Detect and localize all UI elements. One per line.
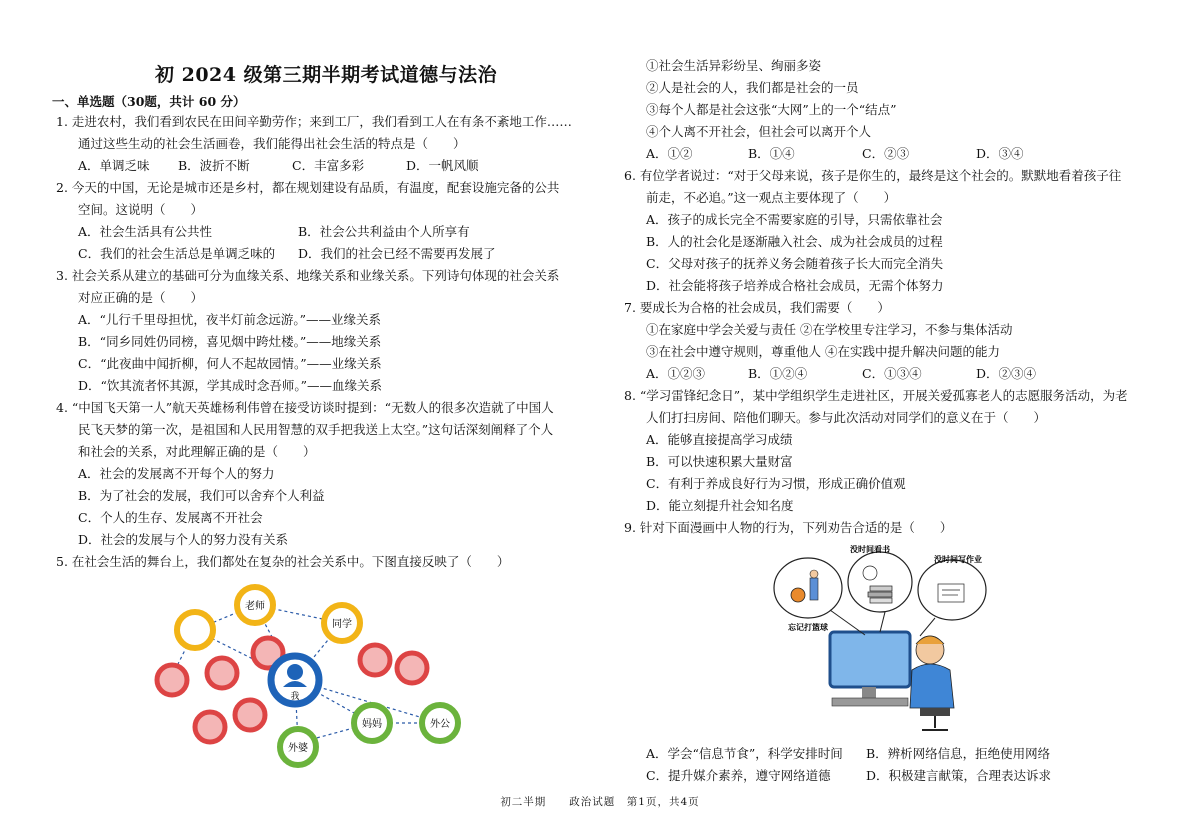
q5-option-b[interactable]: B．①④ [748, 146, 795, 161]
q5-stem-line1: 5. 在社会生活的舞台上，我们都处在复杂的社会关系中。下图直接反映了（ ） [56, 554, 510, 569]
q3-stem-line1: 3. 社会关系从建立的基础可分为血缘关系、地缘关系和业缘关系。下列诗句体现的社会关系 [56, 268, 560, 283]
q5-statement-1: ①社会生活异彩纷呈、绚丽多姿 [646, 58, 822, 73]
node-empty-yellow [177, 612, 213, 648]
q5-statement-4: ④个人离不开社会，但社会可以离开个人 [646, 124, 872, 139]
q1-stem-line2: 通过这些生动的社会生活画卷，我们能得出社会生活的特点是（ ） [78, 136, 466, 151]
q8-option-d[interactable]: D．能立刻提升社会知名度 [646, 498, 794, 513]
q2-stem-line1: 2. 今天的中国，无论是城市还是乡村，都在规划建设有品质，有温度，配套设施完备的公共 [56, 180, 560, 195]
q2-option-c[interactable]: C．我们的社会生活总是单调乏味的 [78, 246, 276, 261]
node-label-grandma: 外婆 [288, 743, 308, 754]
q4-option-a[interactable]: A．社会的发展离不开每个人的努力 [78, 466, 275, 481]
page-title: 初 2024 级第三期半期考试道德与法治 [155, 64, 498, 86]
q3-option-b[interactable]: B．“同乡同姓仍同榜，喜见烟中跨灶楼。”——地缘关系 [78, 334, 382, 349]
q3-option-c[interactable]: C．“此夜曲中闻折柳，何人不起故园情。”——业缘关系 [78, 356, 382, 371]
page-footer: 初二半期 政治试题 第1页，共4页 [500, 796, 700, 808]
node-grandma [280, 729, 316, 765]
q4-stem-line3: 和社会的关系，对此理解正确的是（ ） [78, 444, 316, 459]
q7-option-c[interactable]: C．①③④ [862, 366, 922, 381]
cartoon-illustration [770, 540, 1000, 735]
q2-option-b[interactable]: B．社会公共利益由个人所享有 [298, 224, 470, 239]
bubble-label-no-time-homework: 没时间写作业 [934, 555, 982, 564]
q4-option-c[interactable]: C．个人的生存、发展离不开社会 [78, 510, 263, 525]
q4-option-b[interactable]: B．为了社会的发展，我们可以舍弃个人利益 [78, 488, 325, 503]
q8-stem-line1: 8. “学习雷锋纪念日”，某中学组织学生走进社区，开展关爱孤寡老人的志愿服务活动，为老 [624, 388, 1128, 403]
q9-option-a[interactable]: A．学会“信息节食”，科学安排时间 [646, 746, 843, 761]
q1-stem-line1: 1. 走进农村，我们看到农民在田间辛勤劳作；来到工厂，我们看到工人在有条不紊地工作…… [56, 114, 572, 129]
q3-stem-line2: 对应正确的是（ ） [78, 290, 204, 305]
social-network-diagram [150, 575, 470, 785]
node-label-teacher: 老师 [245, 601, 265, 612]
q7-stem-line1: 7. 要成长为合格的社会成员，我们需要（ ） [624, 300, 890, 315]
q8-option-b[interactable]: B．可以快速积累大量财富 [646, 454, 793, 469]
q7-option-b[interactable]: B．①②④ [748, 366, 808, 381]
q8-stem-line2: 人们打扫房间、陪他们聊天。参与此次活动对同学们的意义在于（ ） [646, 410, 1047, 425]
q5-statement-3: ③每个人都是社会这张“大网”上的一个“结点” [646, 102, 897, 117]
node-label-classmate: 同学 [332, 619, 352, 630]
q6-option-d[interactable]: D．社会能将孩子培养成合格社会成员，无需个体努力 [646, 278, 944, 293]
q7-statements-2: ③在社会中遵守规则，尊重他人 ④在实践中提升解决问题的能力 [646, 344, 1000, 359]
q6-option-a[interactable]: A．孩子的成长完全不需要家庭的引导，只需依靠社会 [646, 212, 943, 227]
q6-stem-line1: 6. 有位学者说过：“对于父母来说，孩子是你生的，最终是这个社会的。默默地看着孩子往 [624, 168, 1122, 183]
q2-option-d[interactable]: D．我们的社会已经不需要再发展了 [298, 246, 496, 261]
q6-option-c[interactable]: C．父母对孩子的抚养义务会随着孩子长大而完全消失 [646, 256, 944, 271]
q4-stem-line2: 民飞天梦的第一次，是祖国和人民用智慧的双手把我送上太空。”这句话深刻阐释了个人 [78, 422, 554, 437]
q1-option-b[interactable]: B．波折不断 [178, 158, 250, 173]
node-label-me: 我 [290, 692, 300, 702]
node-mom [354, 705, 390, 741]
node-label-mom: 妈妈 [362, 719, 382, 730]
q3-option-a[interactable]: A．“儿行千里母担忧，夜半灯前念远游。”——业缘关系 [78, 312, 382, 327]
q4-stem-line1: 4. “中国飞天第一人”航天英雄杨利伟曾在接受访谈时提到：“无数人的很多次造就了中国人 [56, 400, 554, 415]
q2-option-a[interactable]: A．社会生活具有公共性 [78, 224, 213, 239]
q5-option-d[interactable]: D．③④ [976, 146, 1024, 161]
node-center-me [271, 656, 319, 704]
q4-option-d[interactable]: D．社会的发展与个人的努力没有关系 [78, 532, 289, 547]
node-classmate [324, 605, 360, 641]
bubble-label-no-time-read: 没时间看书 [850, 545, 890, 554]
q2-stem-line2: 空间。这说明（ ） [78, 202, 204, 217]
person-at-computer-icon [910, 636, 954, 730]
q7-option-d[interactable]: D．②③④ [976, 366, 1037, 381]
q9-option-d[interactable]: D．积极建言献策，合理表达诉求 [866, 768, 1052, 783]
bubble-label-forgot-basketball: 忘记打篮球 [788, 623, 828, 632]
node-grandpa [422, 705, 458, 741]
computer-monitor-icon [830, 632, 910, 706]
q8-option-c[interactable]: C．有利于养成良好行为习惯，形成正确价值观 [646, 476, 906, 491]
section-heading: 一、单选题（30题，共计 60 分） [52, 94, 246, 109]
q5-statement-2: ②人是社会的人，我们都是社会的一员 [646, 80, 859, 95]
q1-option-c[interactable]: C．丰富多彩 [292, 158, 365, 173]
q5-option-c[interactable]: C．②③ [862, 146, 910, 161]
q8-option-a[interactable]: A．能够直接提高学习成绩 [646, 432, 793, 447]
homework-icon [938, 584, 964, 602]
q1-option-d[interactable]: D．一帆风顺 [406, 158, 479, 173]
q9-option-b[interactable]: B．辨析网络信息，拒绝使用网络 [866, 746, 1051, 761]
q7-statements-1: ①在家庭中学会关爱与责任 ②在学校里专注学习，不参与集体活动 [646, 322, 1013, 337]
q1-option-a[interactable]: A．单调乏味 [78, 158, 150, 173]
node-label-grandpa: 外公 [430, 719, 450, 730]
q3-option-d[interactable]: D．“饮其流者怀其源，学其成时念吾师。”——血缘关系 [78, 378, 383, 393]
q7-option-a[interactable]: A．①②③ [646, 366, 706, 381]
q6-stem-line2: 前走，不必追。”这一观点主要体现了（ ） [646, 190, 897, 205]
q6-option-b[interactable]: B．人的社会化是逐渐融入社会、成为社会成员的过程 [646, 234, 943, 249]
q9-option-c[interactable]: C．提升媒介素养，遵守网络道德 [646, 768, 831, 783]
node-teacher [237, 587, 273, 623]
q9-stem-line1: 9. 针对下面漫画中人物的行为，下列劝告合适的是（ ） [624, 520, 953, 535]
q5-option-a[interactable]: A．①② [646, 146, 693, 161]
